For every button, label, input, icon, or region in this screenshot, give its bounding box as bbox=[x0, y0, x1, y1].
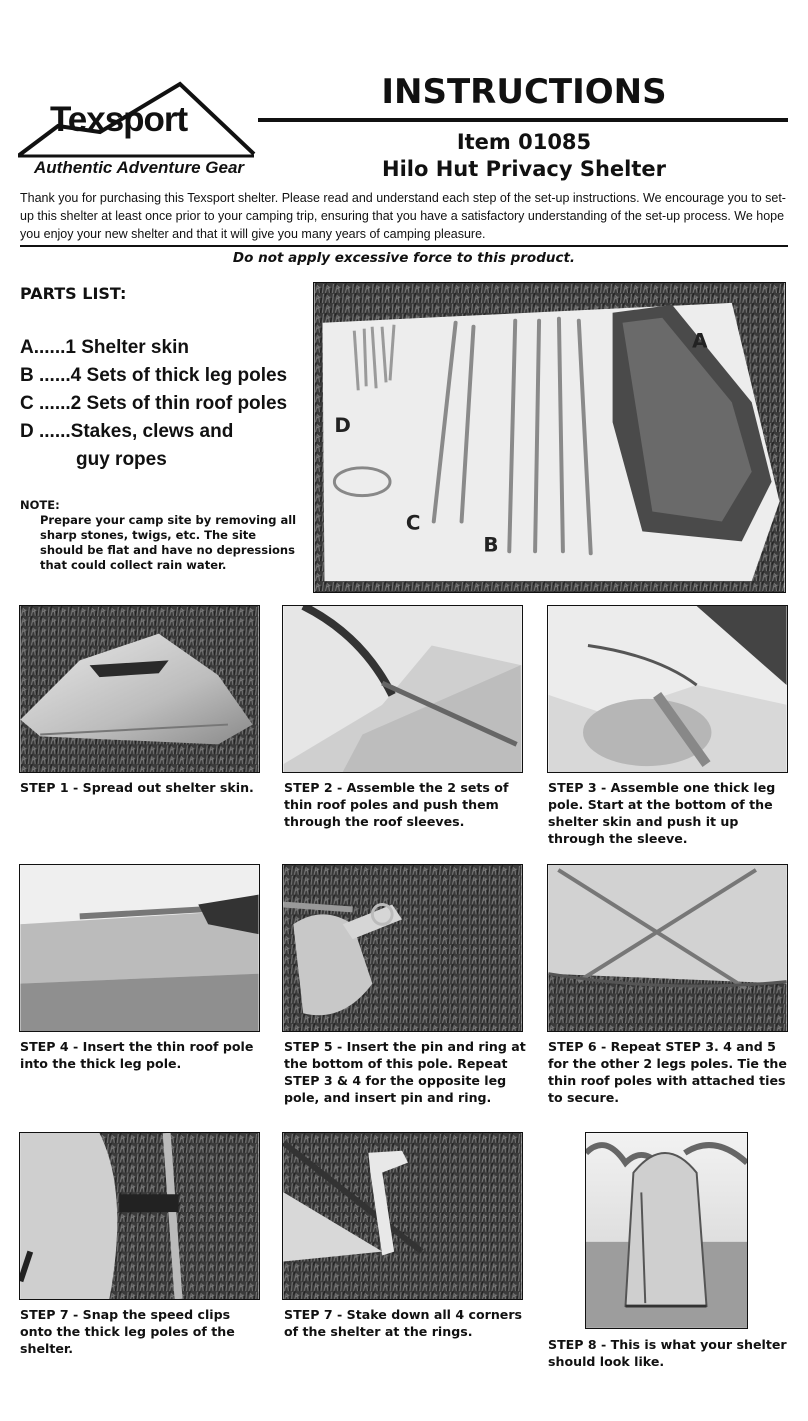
parts-list-item: D ......Stakes, clews and guy ropes bbox=[20, 421, 234, 470]
part-label-b: B bbox=[483, 533, 499, 557]
step-5-photo bbox=[282, 864, 523, 1032]
part-label-d: D bbox=[334, 414, 351, 438]
step-7-stakes-photo bbox=[282, 1132, 523, 1300]
step-1-caption: STEP 1 - Spread out shelter skin. bbox=[20, 780, 254, 795]
parts-list bbox=[20, 334, 320, 474]
warning-text: Do not apply excessive force to this product. bbox=[232, 250, 576, 266]
note-text: Prepare your camp site by removing all sharp stones, twigs, etc. The site should be flat and have no depressions that could collect rain water. bbox=[40, 513, 297, 572]
intro-paragraph: Thank you for purchasing this Texsport shelter. Please read and understand each step of the set-up instructions. We encourage you to set-up this shelter at least once prior to your camping trip, ensuring that you have a satisfactory understanding of the set-up process. We hope you enjoy your new shelter and that it will give you many years of camping pleasure. bbox=[20, 191, 786, 241]
product-name: Hilo Hut Privacy Shelter bbox=[382, 157, 666, 181]
step-7-clips-photo bbox=[19, 1132, 260, 1300]
parts-list-item: B ......4 Sets of thick leg poles bbox=[20, 365, 288, 386]
texsport-logo bbox=[18, 78, 258, 190]
intro-divider bbox=[20, 245, 788, 247]
brand-tagline: Authentic Adventure Gear bbox=[34, 158, 245, 177]
part-label-a: A bbox=[692, 329, 708, 353]
step-4-caption: STEP 4 - Insert the thin roof pole into the thick leg pole. bbox=[20, 1039, 254, 1071]
parts-photo bbox=[313, 282, 786, 593]
parts-list-item: A......1 Shelter skin bbox=[20, 337, 189, 358]
step-3-photo bbox=[547, 605, 788, 773]
step-8-photo bbox=[585, 1132, 748, 1329]
title-divider bbox=[258, 118, 788, 122]
step-7-stakes-caption: STEP 7 - Stake down all 4 corners of the shelter at the rings. bbox=[284, 1307, 523, 1339]
step-8-caption: STEP 8 - This is what your shelter should look like. bbox=[548, 1337, 787, 1369]
note-heading: NOTE: bbox=[20, 498, 60, 512]
part-label-c: C bbox=[405, 511, 421, 535]
item-number: Item 01085 bbox=[456, 130, 592, 154]
parts-list-heading: PARTS LIST: bbox=[20, 284, 127, 303]
brand-name: Texsport bbox=[50, 100, 188, 139]
step-3-caption: STEP 3 - Assemble one thick leg pole. Start at the bottom of the shelter skin and push it up through the sleeve. bbox=[548, 780, 776, 846]
step-2-photo bbox=[282, 605, 523, 773]
step-5-caption: STEP 5 - Insert the pin and ring at the bottom of this pole. Repeat STEP 3 & 4 for the opposite leg pole, and insert pin and ring. bbox=[284, 1039, 526, 1105]
page-title: INSTRUCTIONS bbox=[381, 72, 667, 112]
step-7-clips-caption: STEP 7 - Snap the speed clips onto the thick leg poles of the shelter. bbox=[20, 1307, 235, 1356]
parts-list-item: C ......2 Sets of thin roof poles bbox=[20, 393, 288, 414]
step-6-caption: STEP 6 - Repeat STEP 3. 4 and 5 for the other 2 legs poles. Tie the thin roof poles with attached ties to secure. bbox=[548, 1039, 787, 1105]
step-1-photo bbox=[19, 605, 260, 773]
step-2-caption: STEP 2 - Assemble the 2 sets of thin roof poles and push them through the roof sleeves. bbox=[284, 780, 509, 829]
step-4-photo bbox=[19, 864, 260, 1032]
step-6-photo bbox=[547, 864, 788, 1032]
